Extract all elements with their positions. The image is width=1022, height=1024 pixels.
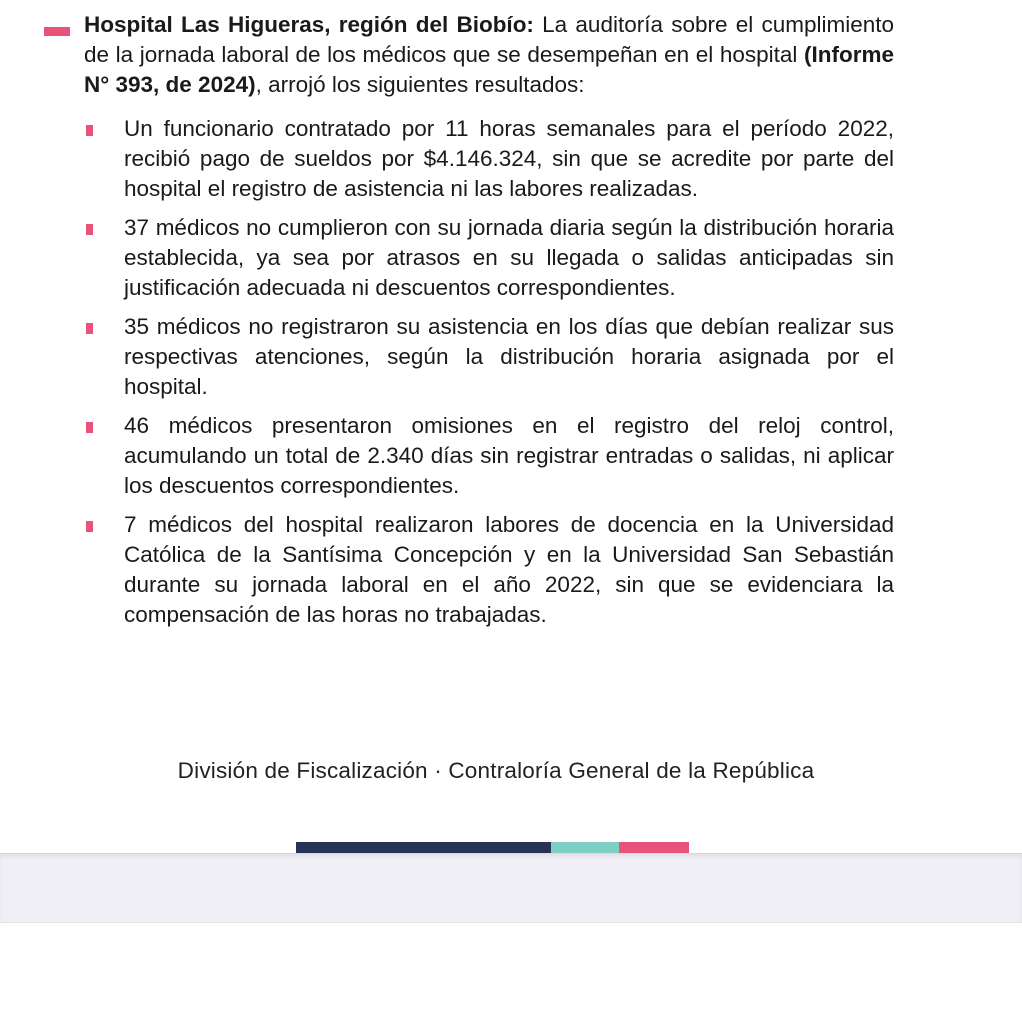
list-item [0,510,1022,630]
footer-attribution: División de Fiscalización · Contraloría General de la República [177,758,815,783]
intro-heading: Hospital Las Higueras, región del Biobío: [84,12,534,37]
intro-paragraph [84,10,894,100]
bullet-icon [86,224,93,235]
footer-bar-pink [619,842,689,853]
intro-text-before: La auditoría sobre el cumplimiento de la jornada laboral de los médicos que se desempeñan en el hospital [84,12,894,67]
bullet-icon [86,323,93,334]
finding-text: 37 médicos no cumplieron con su jornada diaria según la distribución horaria establecida, ya sea por atrasos en su llegada o salidas anticipadas sin justificación adecuada ni descuentos correspondientes. [124,215,894,300]
finding-text: 46 médicos presentaron omisiones en el registro del reloj control, acumulando un total de 2.340 días sin registrar entradas o salidas, ni aplicar los descuentos correspondientes. [124,413,894,498]
footer-bar-navy [296,842,551,853]
footer-bar-teal [551,842,619,853]
intro-text-after: , arrojó los siguientes resultados: [255,72,585,97]
finding-text: 7 médicos del hospital realizaron labores de docencia en la Universidad Católica de la Santísima Concepción y en la Universidad San Sebastián durante su jornada laboral en el año 2022, sin que se evidenciara la compensación de las horas no trabajadas. [124,512,894,627]
main-bullet-icon [44,27,70,36]
report-reference: (Informe N° 393, de 2024) [84,42,894,97]
list-item [0,213,1022,303]
list-item [0,312,1022,402]
finding-text: Un funcionario contratado por 11 horas semanales para el período 2022, recibió pago de sueldos por $4.146.324, sin que se acredite por parte del hospital el registro de asistencia ni las labores realizadas. [124,116,894,201]
list-item [0,114,1022,204]
finding-text: 35 médicos no registraron su asistencia en los días que debían realizar sus respectivas atenciones, según la distribución horaria asignada por el hospital. [124,314,894,399]
bullet-icon [86,422,93,433]
bullet-icon [86,521,93,532]
bullet-icon [86,125,93,136]
findings-list [0,114,1022,639]
page-bottom-band [0,853,1022,923]
list-item [0,411,1022,501]
